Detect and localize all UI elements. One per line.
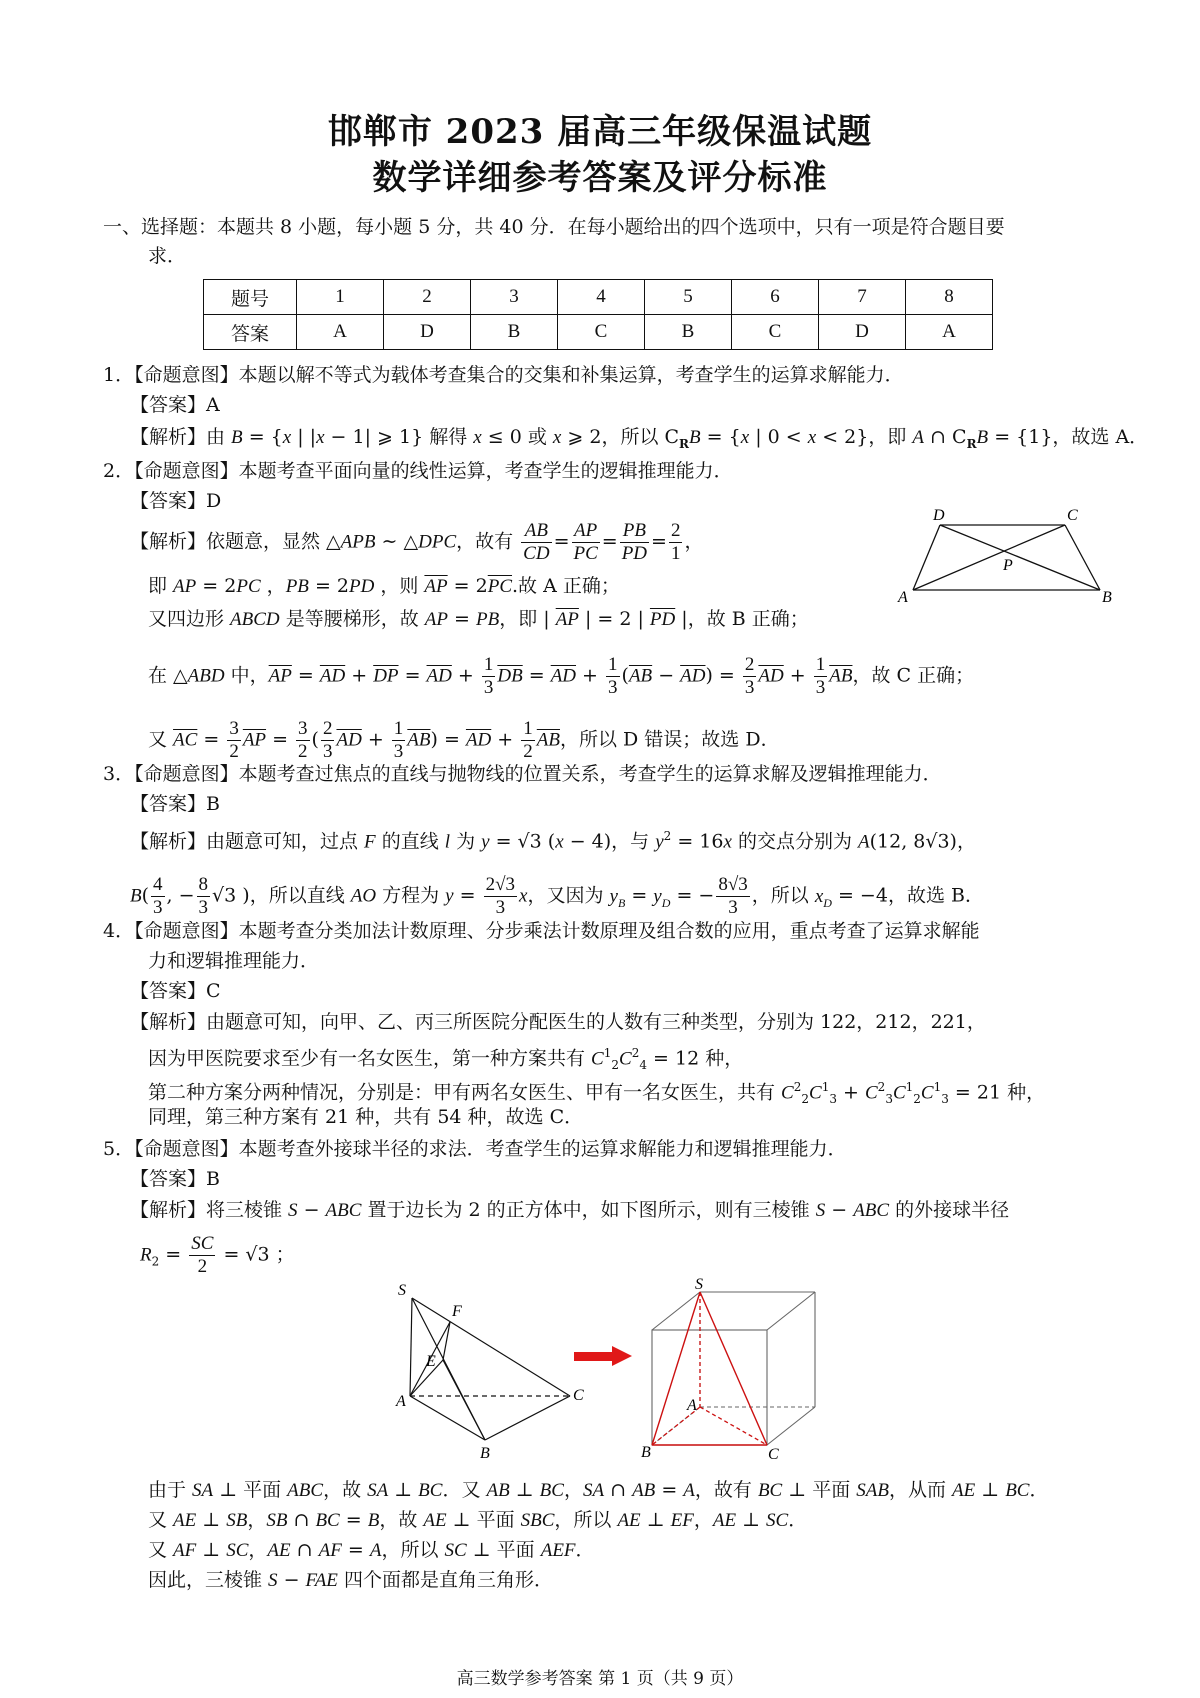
q5-proof-line4: 因此，三棱锥 S − FAE 四个面都是直角三角形．: [148, 1569, 553, 1591]
q5-proof-line3: 又 AF ⊥ SC，AE ∩ AF = A，所以 SC ⊥ 平面 AEF．: [148, 1539, 595, 1561]
q2-solution-line4: 在 △ABD 中，$\overline{AP} = \overline{AD} + \overline{DP} = \overline{AD}$ + $\frac{1}{3}$ $\overline{DB} = \overline{AD}$ + $\frac{1}{3}$ $(\overline{AB} - \overline{AD})$ = $\frac{2}{3}$ $\overline{AD}$ + $\frac{1}{3}$ $\overline{AB}$，故 C 正确；: [148, 654, 975, 698]
q5-proof-line2: 又 AE ⊥ SB，SB ∩ BC = B，故 AE ⊥ 平面 SBC，所以 AE ⊥ EF，AE ⊥ SC．: [148, 1509, 808, 1531]
q2-solution-line5: 又 $\overline{AC}$ = $\frac{3}{2}$ $\overline{AP}$ = $\frac{3}{2}$ ( $\frac{2}{3}$ $\overline{AD}$ + $\frac{1}{3}$ $\overline{AB}) = \overline{AD}$ + $\frac{1}{2}$ $\overline{AB}$，所以 D 错误；故选 D．: [148, 718, 780, 762]
q2-solution-line2: 即 AP = 2PC ，PB = 2PD ，则 $\overline{AP} = 2\overline{PC}$.故 A 正确；: [148, 575, 620, 597]
section-heading-cont: 求．: [148, 245, 187, 267]
table-cell: A: [297, 315, 384, 350]
label-B: B: [480, 1445, 490, 1462]
q5-solution-line1: 【解析】将三棱锥 S − ABC 置于边长为 2 的正方体中，如下图所示，则有三棱锥 S − ABC 的外接球半径: [130, 1199, 1010, 1221]
arrow-icon: [574, 1346, 634, 1366]
q4-intent: 4．【命题意图】本题考查分类加法计数原理、分步乘法计数原理及组合数的应用，重点考查了运算求解能: [103, 920, 980, 942]
section-heading: 一、选择题：本题共 8 小题，每小题 5 分，共 40 分．在每小题给出的四个选项中，只有一项是符合题目要: [103, 216, 1005, 238]
label-B: B: [1102, 589, 1112, 606]
q4-solution-line2: 因为甲医院要求至少有一名女医生，第一种方案共有 $C^1_2C^2_4 = 12$ 种，: [148, 1046, 744, 1073]
table-row: [204, 280, 993, 315]
q4-solution-line3: 第二种方案分两种情况，分别是：甲有两名女医生、甲有一名女医生，共有 $C^2_2C^1_3 + C^2_3C^1_2C^1_3 = 21$ 种，: [148, 1080, 1046, 1107]
q4-solution-line4: 同理，第三种方案有 21 种，共有 54 种，故选 C．: [148, 1106, 584, 1128]
label-A: A: [687, 1397, 697, 1414]
answer-table: [203, 279, 993, 350]
q3-intent: 3．【命题意图】本题考查过焦点的直线与抛物线的位置关系，考查学生的运算求解及逻辑推理能力．: [103, 763, 942, 785]
q1-intent: 1．【命题意图】本题以解不等式为载体考查集合的交集和补集运算，考查学生的运算求解能力．: [103, 364, 904, 386]
table-cell: B: [471, 315, 558, 350]
label-C: C: [573, 1387, 584, 1404]
table-cell: 6: [732, 280, 819, 315]
table-cell: 7: [819, 280, 906, 315]
q5-intent: 5．【命题意图】本题考查外接球半径的求法．考查学生的运算求解能力和逻辑推理能力．: [103, 1138, 847, 1160]
table-cell: 4: [558, 280, 645, 315]
table-cell: B: [645, 315, 732, 350]
q2-solution-line3: 又四边形 ABCD 是等腰梯形，故 AP = PB，即 | $\overline{AP}$ | = 2 | $\overline{PD}$ |，故 B 正确；: [148, 608, 809, 630]
label-C: C: [768, 1446, 779, 1463]
label-B: B: [641, 1444, 651, 1461]
page-subtitle: 数学详细参考答案及评分标准: [372, 158, 828, 198]
q1-solution: 【解析】由 B = {x | |x − 1| ⩾ 1} 解得 x ≤ 0 或 x ⩾ 2，所以 $C_RB = \{x$ | 0 < x < 2}，即 A ∩ $C_RB = \{1\}$，故选 A．: [130, 426, 1149, 451]
table-cell: 3: [471, 280, 558, 315]
label-A: A: [396, 1393, 406, 1410]
table-header-cell: 答案: [204, 315, 297, 350]
label-S: S: [695, 1276, 703, 1293]
label-C: C: [1067, 507, 1078, 524]
table-cell: 2: [384, 280, 471, 315]
table-cell: C: [732, 315, 819, 350]
table-cell: 1: [297, 280, 384, 315]
pyramid-figure: [390, 1280, 590, 1460]
label-P: P: [1003, 557, 1013, 574]
q5-answer: 【答案】B: [130, 1168, 220, 1190]
label-S: S: [398, 1282, 406, 1299]
q5-solution-line2: $R_2$ = $\frac{SC}{2}$ = √3 ；: [140, 1233, 295, 1277]
cube-figure: [640, 1276, 830, 1463]
table-cell: D: [819, 315, 906, 350]
q4-answer: 【答案】C: [130, 980, 221, 1002]
q1-answer: 【答案】A: [130, 394, 220, 416]
q3-solution-line1: 【解析】由题意可知，过点 F 的直线 l 为 y = √3 (x − 4)，与 $y^2 = 16x$ 的交点分别为 A(12, 8√3)，: [130, 829, 976, 853]
table-header-cell: 题号: [204, 280, 297, 315]
q4-solution-line1: 【解析】由题意可知，向甲、乙、丙三所医院分配医生的人数有三种类型，分别为 122，212，221，: [130, 1011, 986, 1033]
q4-intent-cont: 力和逻辑推理能力．: [148, 950, 320, 972]
table-cell: C: [558, 315, 645, 350]
label-E: E: [426, 1353, 436, 1370]
table-row: [204, 315, 993, 350]
page-footer: 高三数学参考答案 第 1 页（共 9 页）: [456, 1669, 744, 1689]
label-A: A: [898, 589, 908, 606]
q3-solution-line2: B( $\frac{4}{3}$ , − $\frac{8}{3}$ √3 )，所以直线 AO 方程为 y = $\frac{2√3}{3}$ x，又因为 $y_B = y_D$ = − $\frac{8√3}{3}$ ，所以 $x_D = -4$，故选 B．: [130, 874, 984, 918]
q2-intent: 2．【命题意图】本题考查平面向量的线性运算，考查学生的逻辑推理能力．: [103, 460, 733, 482]
table-cell: A: [906, 315, 993, 350]
table-cell: 5: [645, 280, 732, 315]
q2-solution-line1: 【解析】依题意，显然 △APB ∼ △DPC，故有 $\frac{AB}{CD}$ = $\frac{AP}{PC}$ = $\frac{PB}{PD}$ = $\frac{2}{1}$ ，: [130, 520, 704, 564]
page-title: 邯郸市 2023 届高三年级保温试题: [327, 112, 873, 152]
q2-answer: 【答案】D: [130, 490, 222, 512]
table-cell: 8: [906, 280, 993, 315]
label-F: F: [452, 1303, 462, 1320]
table-cell: D: [384, 315, 471, 350]
label-D: D: [933, 507, 945, 524]
q5-proof-line1: 由于 SA ⊥ 平面 ABC，故 SA ⊥ BC．又 AB ⊥ BC，SA ∩ AB = A，故有 BC ⊥ 平面 SAB，从而 AE ⊥ BC．: [148, 1479, 1049, 1501]
q3-answer: 【答案】B: [130, 793, 220, 815]
trapezoid-figure: [895, 505, 1115, 605]
